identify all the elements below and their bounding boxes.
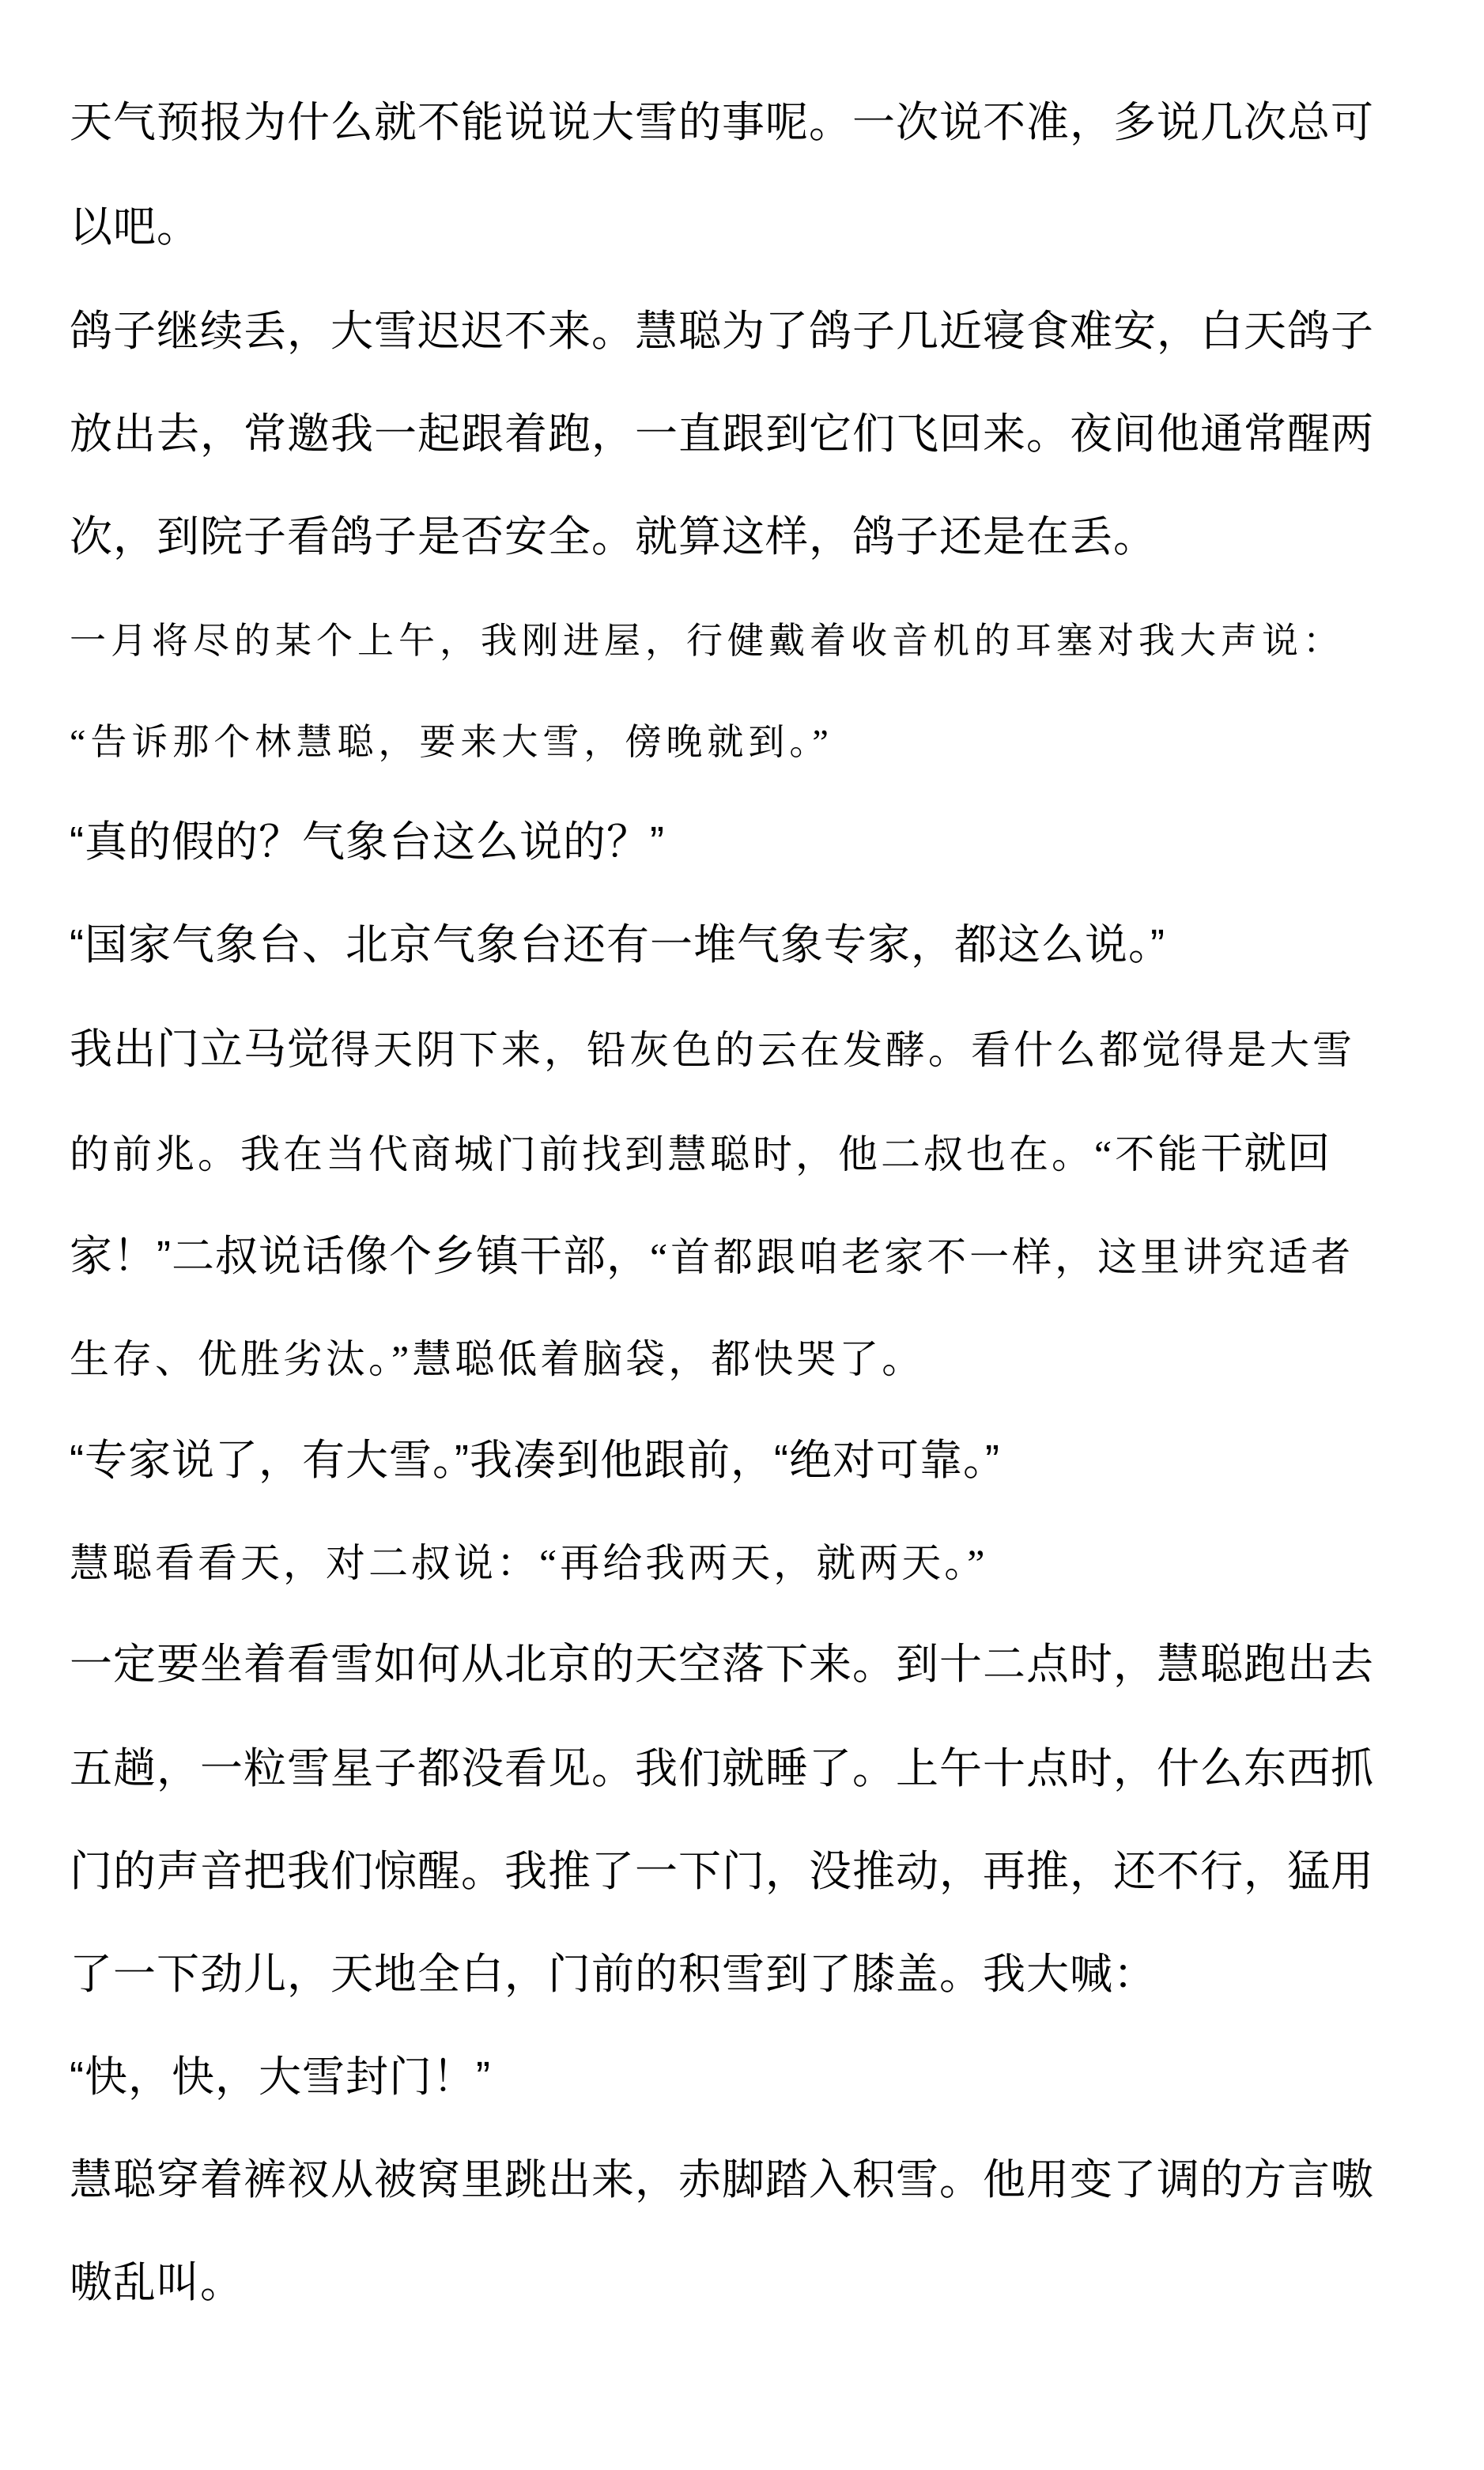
text-line: 嗷乱叫。 (70, 2259, 244, 2306)
text-line: 生存、优胜劣汰。”慧聪低着脑袋，都快哭了。 (70, 1337, 925, 1381)
text-line: 鸽子继续丢，大雪迟迟不来。慧聪为了鸽子几近寝食难安，白天鸽子 (70, 308, 1374, 355)
text-line: 放出去，常邀我一起跟着跑，一直跟到它们飞回来。夜间他通常醒两 (70, 410, 1374, 458)
text-segment: 干就回 (1200, 1130, 1331, 1177)
text-line (70, 1235, 1354, 1278)
text-line: 次，到院子看鸽子是否安全。就算这样，鸽子还是在丢。 (70, 513, 1157, 561)
text-line: 门的声音把我们惊醒。我推了一下门，没推动，再推，还不行，猛用 (70, 1848, 1374, 1895)
text-line: “真的假的？气象台这么说的？” (70, 818, 665, 866)
text-line: 了一下劲儿，天地全白，门前的积雪到了膝盖。我大喊： (70, 1951, 1157, 1998)
text-line: “告诉那个林慧聪，要来大雪，傍晚就到。” (70, 722, 833, 762)
text-line (70, 1025, 1355, 1073)
text-line (70, 1132, 1331, 1175)
text-line: 五趟，一粒雪星子都没看见。我们就睡了。上午十点时，什么东西抓 (70, 1745, 1374, 1792)
text-segment: “首都跟咱老家不一样，这里讲究适者 (649, 1235, 1354, 1279)
text-line: “专家说了，有大雪。”我凑到他跟前，“绝对可靠。” (70, 1437, 1000, 1484)
text-segment: 我出门立马觉 (70, 1025, 330, 1073)
text-line: 慧聪穿着裤衩从被窝里跳出来，赤脚踏入积雪。他用变了调的方言嗷 (70, 2156, 1374, 2204)
text-segment: 的前兆。我在当代商城门前找到慧聪时，他二叔也在。“不能 (70, 1132, 1201, 1176)
text-line: 以吧。 (70, 203, 200, 251)
text-line: 天气预报为什么就不能说说大雪的事呢。一次说不准，多说几次总可 (70, 99, 1374, 146)
text-line: 一定要坐着看雪如何从北京的天空落下来。到十二点时，慧聪跑出去 (70, 1641, 1374, 1688)
text-segment: 家！”二叔说话像个乡镇干部， (70, 1233, 650, 1280)
text-line: 慧聪看看天，对二叔说：“再给我两天，就两天。” (70, 1541, 988, 1585)
text-line: “国家气象台、北京气象台还有一堆气象专家，都这么说。” (70, 921, 1165, 969)
text-segment: 得天阴下来，铅灰色的云在发酵。看什么都觉得是大雪 (330, 1028, 1355, 1072)
text-line: “快，快，大雪封门！” (70, 2053, 491, 2101)
text-line: 一月将尽的某个上午，我刚进屋，行健戴着收音机的耳塞对我大声说： (70, 621, 1344, 661)
